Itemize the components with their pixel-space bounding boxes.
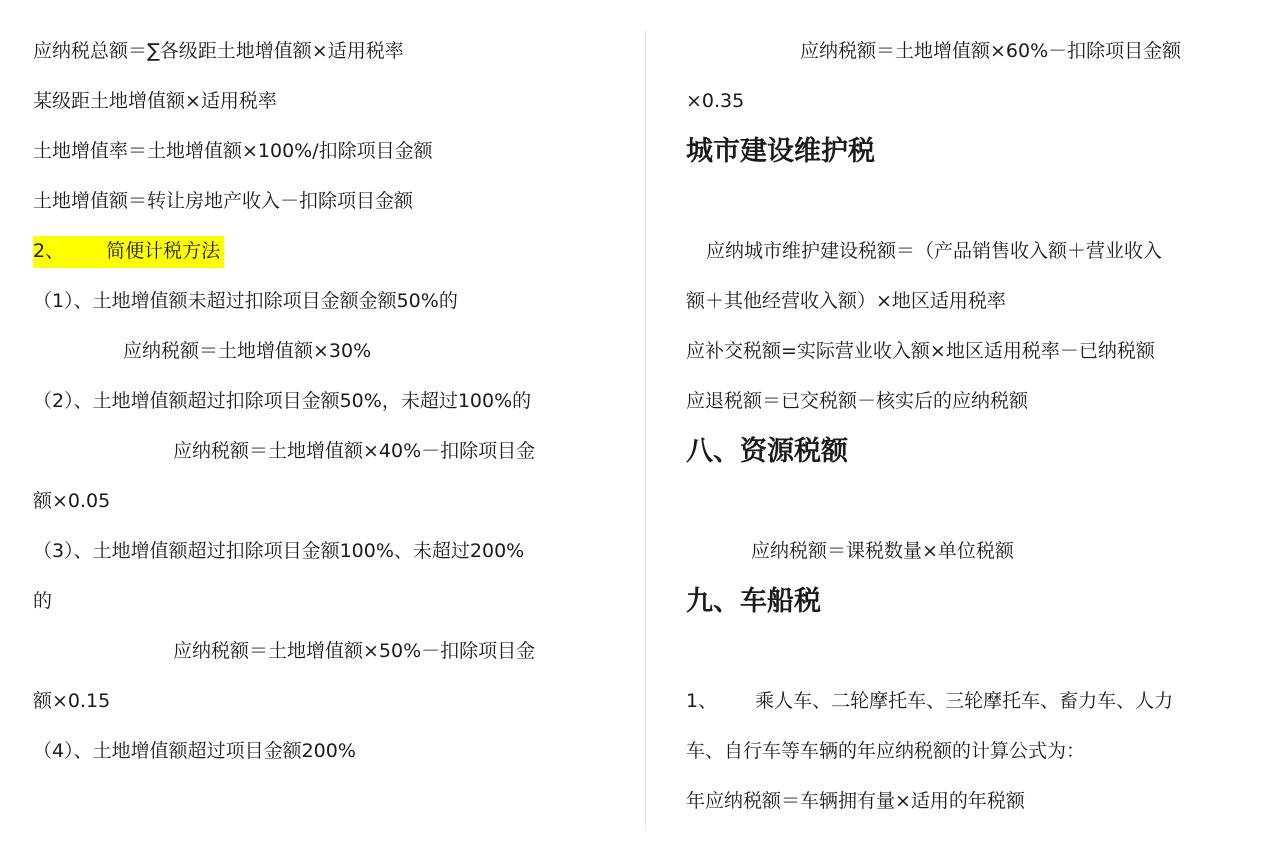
section-simplified-method [33,238,224,264]
case-1-condition: （1）、土地增值额未超过扣除项目金额金额50%的 [33,290,458,312]
case-2-condition: （2）、土地增值额超过扣除项目金额50%，未超过100%的 [33,390,532,412]
highlighted-heading [33,236,224,268]
case-3-condition-cont: 的 [33,590,53,612]
section-title: 简便计税方法 [106,240,221,262]
vehicle-item-1 [686,688,1173,714]
formula-supplementary-tax: 应补交税额=实际营业收入额×地区适用税率－已纳税额 [686,340,1155,362]
formula-urban-tax-cont: 额＋其他经营收入额）×地区适用税率 [686,290,1006,312]
formula-vehicle-tax: 年应纳税额＝车辆拥有量×适用的年税额 [686,790,1025,812]
case-3-condition: （3）、土地增值额超过扣除项目金额100%、未超过200% [33,540,525,562]
formula-increment-amount: 土地增值额＝转让房地产收入－扣除项目金额 [33,190,414,212]
case-3-formula: 应纳税额＝土地增值额×50%－扣除项目金 [173,640,536,662]
case-4-condition: （4）、土地增值额超过项目金额200% [33,740,356,762]
formula-bracket-tax: 某级距土地增值额×适用税率 [33,90,277,112]
formula-urban-tax: 应纳城市维护建设税额＝（产品销售收入额＋营业收入 [706,240,1163,262]
case-4-formula: 应纳税额＝土地增值额×60%－扣除项目金额 [800,40,1182,62]
section-number: 2、 [33,240,65,262]
case-2-formula: 应纳税额＝土地增值额×40%－扣除项目金 [173,440,536,462]
heading-vehicle-vessel-tax: 九、车船税 [686,586,821,617]
heading-urban-maintenance-tax: 城市建设维护税 [686,136,875,167]
formula-refund-tax: 应退税额＝已交税额－核实后的应纳税额 [686,390,1029,412]
column-divider [645,30,646,830]
item-number: 1、 [686,690,718,712]
formula-resource-tax: 应纳税额＝课税数量×单位税额 [751,540,1014,562]
formula-total-tax: 应纳税总额＝∑各级距土地增值额×适用税率 [33,40,404,62]
formula-increment-rate: 土地增值率＝土地增值额×100%/扣除项目金额 [33,140,433,162]
case-2-formula-cont: 额×0.05 [33,490,111,512]
item-text: 乘人车、二轮摩托车、三轮摩托车、畜力车、人力 [755,690,1174,712]
case-1-formula: 应纳税额＝土地增值额×30% [123,340,372,362]
vehicle-item-1-cont: 车、自行车等车辆的年应纳税额的计算公式为： [686,740,1086,762]
case-4-formula-cont: ×0.35 [686,90,745,112]
heading-resource-tax: 八、资源税额 [686,436,848,467]
case-3-formula-cont: 额×0.15 [33,690,111,712]
